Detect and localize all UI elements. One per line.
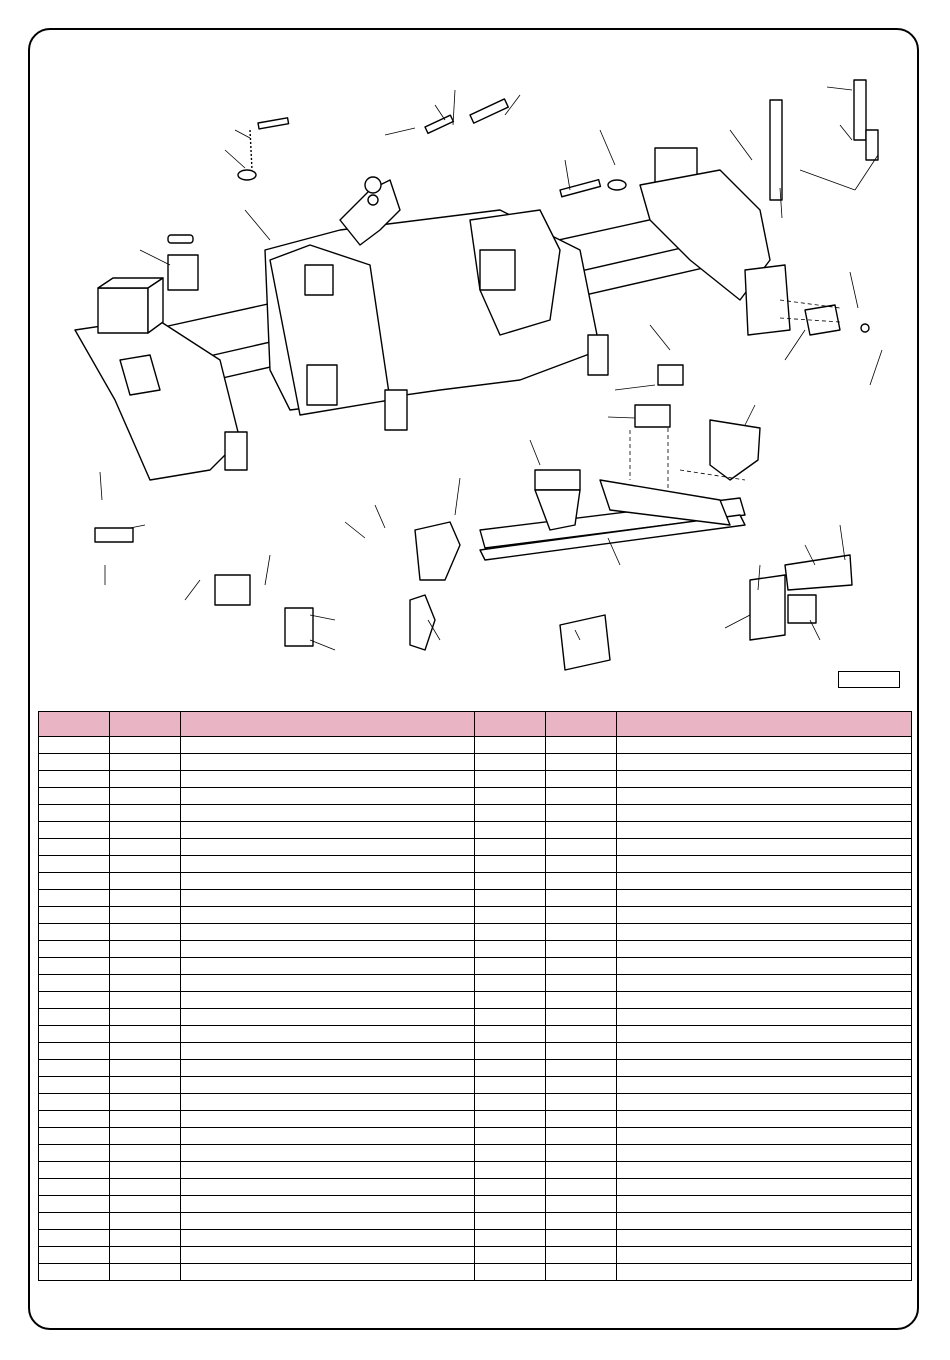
- table-cell: [39, 1247, 110, 1264]
- table-cell: [110, 941, 181, 958]
- table-cell: [181, 1213, 475, 1230]
- table-cell: [617, 941, 912, 958]
- table-cell: [181, 822, 475, 839]
- table-cell: [475, 1077, 546, 1094]
- table-cell: [617, 924, 912, 941]
- table-cell: [181, 1230, 475, 1247]
- table-cell: [546, 1060, 617, 1077]
- table-cell: [181, 1026, 475, 1043]
- table-cell: [39, 805, 110, 822]
- left-end-plate: [75, 278, 247, 480]
- table-row: [39, 1145, 912, 1162]
- table-cell: [39, 924, 110, 941]
- table-cell: [181, 1009, 475, 1026]
- table-cell: [617, 754, 912, 771]
- table-row: [39, 737, 912, 754]
- table-cell: [475, 1145, 546, 1162]
- parts-table-body: [39, 737, 912, 1281]
- table-cell: [617, 805, 912, 822]
- table-cell: [39, 992, 110, 1009]
- table-cell: [546, 992, 617, 1009]
- table-cell: [546, 873, 617, 890]
- table-row: [39, 788, 912, 805]
- table-cell: [475, 975, 546, 992]
- table-cell: [110, 839, 181, 856]
- table-cell: [181, 754, 475, 771]
- table-cell: [39, 1179, 110, 1196]
- table-row: [39, 1179, 912, 1196]
- table-cell: [475, 873, 546, 890]
- table-cell: [110, 805, 181, 822]
- table-cell: [546, 1230, 617, 1247]
- table-row: [39, 941, 912, 958]
- table-cell: [546, 958, 617, 975]
- table-cell: [110, 1196, 181, 1213]
- table-cell: [39, 1145, 110, 1162]
- table-cell: [181, 788, 475, 805]
- table-cell: [546, 1077, 617, 1094]
- header-cell: [39, 712, 110, 737]
- table-row: [39, 1264, 912, 1281]
- table-cell: [39, 1213, 110, 1230]
- table-cell: [475, 1026, 546, 1043]
- table-row: [39, 975, 912, 992]
- table-cell: [546, 839, 617, 856]
- table-cell: [617, 1009, 912, 1026]
- table-cell: [617, 1179, 912, 1196]
- table-cell: [39, 1196, 110, 1213]
- table-cell: [39, 890, 110, 907]
- table-cell: [110, 1111, 181, 1128]
- table-cell: [181, 873, 475, 890]
- table-cell: [617, 958, 912, 975]
- table-row: [39, 771, 912, 788]
- table-cell: [546, 771, 617, 788]
- table-cell: [39, 1077, 110, 1094]
- table-cell: [475, 1162, 546, 1179]
- table-cell: [110, 788, 181, 805]
- table-cell: [110, 1060, 181, 1077]
- table-cell: [110, 975, 181, 992]
- table-cell: [181, 1247, 475, 1264]
- table-row: [39, 856, 912, 873]
- table-cell: [546, 1043, 617, 1060]
- table-cell: [546, 890, 617, 907]
- table-row: [39, 924, 912, 941]
- table-cell: [617, 1111, 912, 1128]
- table-cell: [110, 822, 181, 839]
- table-cell: [546, 1009, 617, 1026]
- table-cell: [546, 1247, 617, 1264]
- table-row: [39, 1094, 912, 1111]
- table-cell: [110, 754, 181, 771]
- table-cell: [546, 737, 617, 754]
- table-cell: [110, 1230, 181, 1247]
- table-row: [39, 1162, 912, 1179]
- table-cell: [546, 788, 617, 805]
- table-cell: [181, 1094, 475, 1111]
- table-cell: [475, 737, 546, 754]
- table-cell: [181, 1060, 475, 1077]
- table-cell: [546, 1196, 617, 1213]
- table-cell: [39, 975, 110, 992]
- table-row: [39, 1247, 912, 1264]
- table-cell: [39, 1111, 110, 1128]
- table-cell: [39, 1060, 110, 1077]
- table-row: [39, 1009, 912, 1026]
- table-cell: [546, 754, 617, 771]
- table-cell: [110, 1179, 181, 1196]
- table-cell: [617, 1230, 912, 1247]
- table-cell: [546, 856, 617, 873]
- table-cell: [110, 1162, 181, 1179]
- table-row: [39, 1230, 912, 1247]
- table-cell: [181, 1162, 475, 1179]
- table-cell: [546, 822, 617, 839]
- table-row: [39, 873, 912, 890]
- table-cell: [617, 1162, 912, 1179]
- table-cell: [110, 1094, 181, 1111]
- table-cell: [39, 771, 110, 788]
- table-cell: [617, 771, 912, 788]
- table-row: [39, 958, 912, 975]
- table-cell: [110, 1213, 181, 1230]
- parts-table: [38, 711, 912, 1281]
- table-cell: [475, 822, 546, 839]
- table-row: [39, 754, 912, 771]
- table-cell: [546, 1145, 617, 1162]
- table-cell: [39, 1043, 110, 1060]
- table-cell: [617, 1094, 912, 1111]
- table-cell: [181, 975, 475, 992]
- table-row: [39, 822, 912, 839]
- table-cell: [475, 941, 546, 958]
- table-cell: [617, 737, 912, 754]
- table-cell: [475, 1179, 546, 1196]
- table-row: [39, 1213, 912, 1230]
- table-cell: [475, 1247, 546, 1264]
- table-cell: [617, 890, 912, 907]
- table-cell: [181, 1043, 475, 1060]
- table-cell: [617, 1264, 912, 1281]
- parts-table-header: [39, 712, 912, 737]
- table-row: [39, 1077, 912, 1094]
- table-row: [39, 1128, 912, 1145]
- table-cell: [475, 1111, 546, 1128]
- table-cell: [110, 1026, 181, 1043]
- table-cell: [181, 1111, 475, 1128]
- table-cell: [110, 907, 181, 924]
- table-cell: [475, 1264, 546, 1281]
- table-cell: [39, 1128, 110, 1145]
- table-cell: [110, 1077, 181, 1094]
- table-cell: [110, 856, 181, 873]
- table-row: [39, 1196, 912, 1213]
- table-cell: [617, 788, 912, 805]
- table-cell: [617, 1128, 912, 1145]
- table-cell: [110, 1247, 181, 1264]
- table-cell: [475, 1094, 546, 1111]
- table-cell: [546, 1128, 617, 1145]
- table-cell: [181, 805, 475, 822]
- table-cell: [475, 890, 546, 907]
- table-cell: [617, 907, 912, 924]
- table-row: [39, 805, 912, 822]
- table-cell: [181, 1128, 475, 1145]
- table-cell: [39, 1162, 110, 1179]
- table-row: [39, 839, 912, 856]
- table-cell: [475, 1196, 546, 1213]
- table-cell: [39, 873, 110, 890]
- table-cell: [39, 1094, 110, 1111]
- table-cell: [181, 1264, 475, 1281]
- table-cell: [110, 992, 181, 1009]
- table-cell: [617, 822, 912, 839]
- table-cell: [181, 890, 475, 907]
- table-cell: [39, 1264, 110, 1281]
- table-cell: [475, 1009, 546, 1026]
- table-cell: [475, 839, 546, 856]
- table-cell: [181, 839, 475, 856]
- table-cell: [546, 1026, 617, 1043]
- table-cell: [546, 907, 617, 924]
- table-cell: [475, 958, 546, 975]
- table-cell: [39, 788, 110, 805]
- table-cell: [110, 1145, 181, 1162]
- table-cell: [181, 924, 475, 941]
- table-cell: [181, 941, 475, 958]
- table-cell: [181, 1179, 475, 1196]
- table-cell: [475, 788, 546, 805]
- center-frame: [265, 177, 608, 430]
- reference-box: [838, 671, 900, 688]
- table-cell: [110, 737, 181, 754]
- table-cell: [475, 1230, 546, 1247]
- table-row: [39, 1060, 912, 1077]
- table-cell: [617, 1213, 912, 1230]
- table-cell: [181, 1145, 475, 1162]
- exploded-assembly-diagram: [40, 60, 910, 700]
- table-cell: [617, 856, 912, 873]
- table-row: [39, 992, 912, 1009]
- table-cell: [617, 975, 912, 992]
- table-cell: [110, 890, 181, 907]
- table-cell: [475, 924, 546, 941]
- table-cell: [475, 907, 546, 924]
- table-cell: [110, 958, 181, 975]
- table-cell: [546, 1094, 617, 1111]
- table-cell: [39, 1230, 110, 1247]
- table-cell: [39, 907, 110, 924]
- table-cell: [475, 1043, 546, 1060]
- table-cell: [39, 754, 110, 771]
- table-cell: [110, 1043, 181, 1060]
- table-cell: [110, 1264, 181, 1281]
- table-cell: [110, 771, 181, 788]
- table-cell: [546, 975, 617, 992]
- table-cell: [181, 1196, 475, 1213]
- table-cell: [617, 1060, 912, 1077]
- table-cell: [181, 771, 475, 788]
- table-cell: [617, 873, 912, 890]
- table-cell: [617, 1196, 912, 1213]
- table-cell: [39, 941, 110, 958]
- table-cell: [617, 1026, 912, 1043]
- table-row: [39, 1026, 912, 1043]
- table-cell: [181, 907, 475, 924]
- table-cell: [39, 737, 110, 754]
- table-cell: [475, 992, 546, 1009]
- table-cell: [181, 737, 475, 754]
- table-cell: [617, 839, 912, 856]
- table-cell: [39, 856, 110, 873]
- table-cell: [110, 924, 181, 941]
- table-cell: [181, 958, 475, 975]
- table-cell: [546, 1111, 617, 1128]
- table-cell: [110, 1128, 181, 1145]
- header-cell: [475, 712, 546, 737]
- table-cell: [546, 924, 617, 941]
- table-cell: [475, 805, 546, 822]
- header-cell: [181, 712, 475, 737]
- table-cell: [546, 1264, 617, 1281]
- header-cell: [546, 712, 617, 737]
- table-cell: [475, 1213, 546, 1230]
- table-cell: [475, 856, 546, 873]
- table-cell: [39, 1009, 110, 1026]
- table-cell: [39, 839, 110, 856]
- table-cell: [546, 1179, 617, 1196]
- table-row: [39, 1111, 912, 1128]
- table-cell: [181, 1077, 475, 1094]
- table-cell: [110, 1009, 181, 1026]
- table-cell: [475, 1060, 546, 1077]
- table-row: [39, 1043, 912, 1060]
- table-cell: [181, 992, 475, 1009]
- table-cell: [39, 822, 110, 839]
- table-cell: [475, 771, 546, 788]
- upper-hardware: [238, 80, 878, 200]
- lower-frame: [410, 365, 852, 670]
- table-row: [39, 890, 912, 907]
- table-cell: [475, 1128, 546, 1145]
- table-cell: [617, 1145, 912, 1162]
- table-cell: [617, 1077, 912, 1094]
- table-cell: [617, 1247, 912, 1264]
- right-bracket: [805, 305, 869, 335]
- table-row: [39, 907, 912, 924]
- table-cell: [617, 992, 912, 1009]
- table-cell: [546, 941, 617, 958]
- header-cell: [617, 712, 912, 737]
- table-cell: [39, 1026, 110, 1043]
- table-cell: [546, 805, 617, 822]
- table-cell: [475, 754, 546, 771]
- header-cell: [110, 712, 181, 737]
- table-cell: [110, 873, 181, 890]
- table-cell: [181, 856, 475, 873]
- table-cell: [39, 958, 110, 975]
- table-cell: [546, 1213, 617, 1230]
- table-cell: [546, 1162, 617, 1179]
- table-cell: [617, 1043, 912, 1060]
